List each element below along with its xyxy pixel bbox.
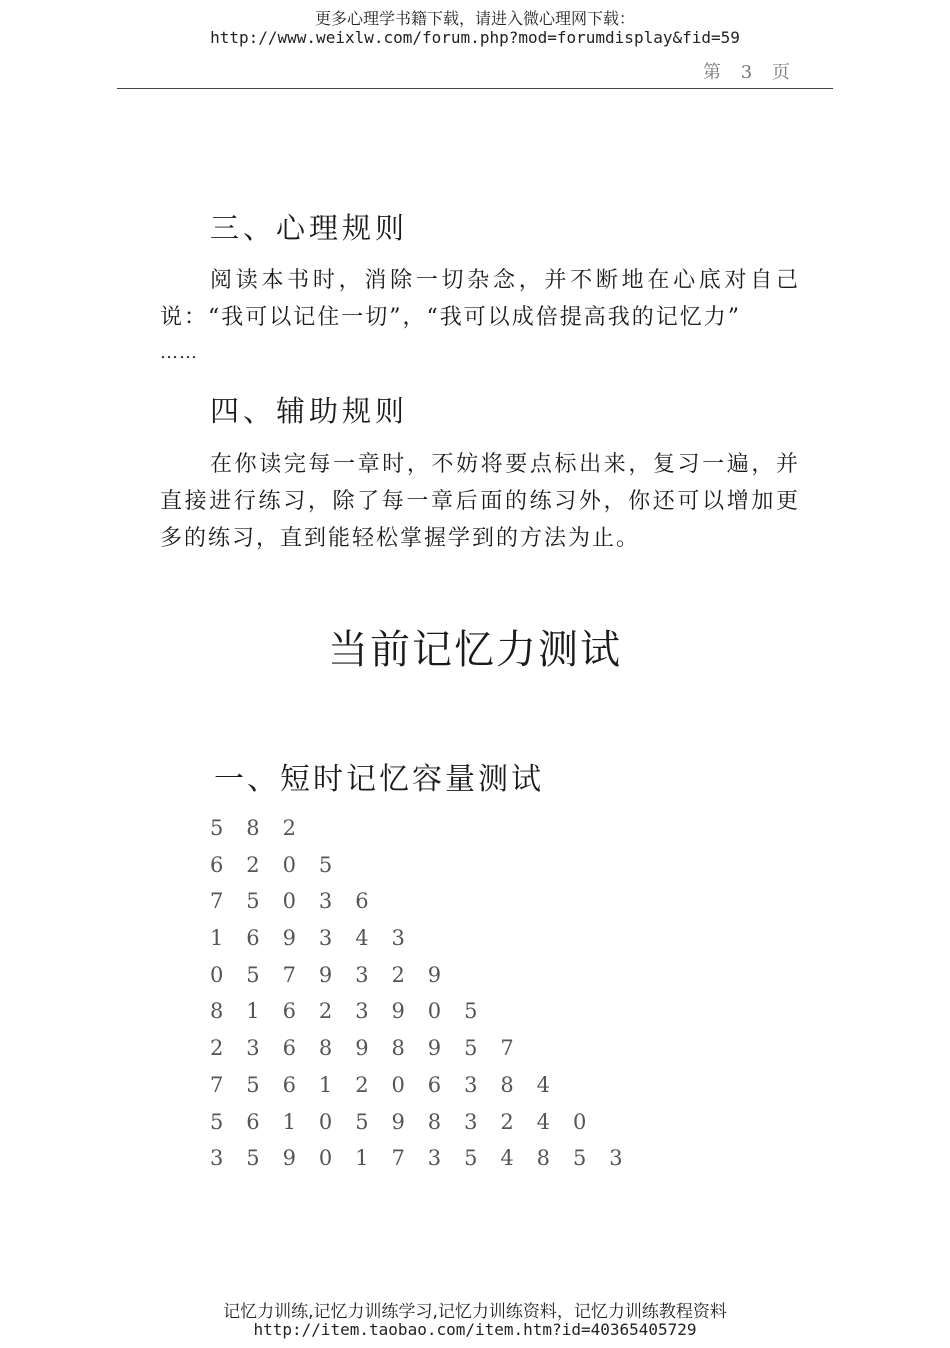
paragraph-psych-rules: 阅读本书时，消除一切杂念，并不断地在心底对自己说：“我可以记住一切”，“我可以成倍提高我的记忆力” xyxy=(160,268,800,330)
digit: 9 xyxy=(282,1146,296,1171)
digit: 0 xyxy=(210,962,224,987)
digit: 3 xyxy=(609,1146,623,1171)
footer-keywords: 记忆力训练,记忆力训练学习,记忆力训练资料，记忆力训练教程资料 xyxy=(223,1302,727,1322)
digit: 5 xyxy=(246,1072,260,1097)
digit: 6 xyxy=(246,1109,260,1134)
digit: 3 xyxy=(355,999,369,1024)
test-subtitle: 一、短时记忆容量测试 xyxy=(214,762,544,797)
digit-row xyxy=(210,1110,646,1147)
digit: 1 xyxy=(318,1072,333,1097)
digit: 3 xyxy=(355,962,369,987)
header-url[interactable]: http://www.weixlw.com/forum.php?mod=forumdisplay&fid=59 xyxy=(210,28,740,47)
digit: 8 xyxy=(427,1109,442,1134)
digit-row xyxy=(210,963,646,1000)
digit: 5 xyxy=(464,999,478,1024)
digit: 0 xyxy=(572,1109,587,1134)
digit: 2 xyxy=(500,1109,514,1134)
digit: 0 xyxy=(282,889,296,914)
digit: 9 xyxy=(427,962,442,987)
digit: 1 xyxy=(355,1146,369,1171)
digit: 7 xyxy=(391,1146,405,1171)
digit: 5 xyxy=(246,889,260,914)
digit: 7 xyxy=(282,962,296,987)
digit-row xyxy=(210,1146,646,1183)
digit: 1 xyxy=(282,1109,296,1134)
digit: 2 xyxy=(318,999,333,1024)
digit: 0 xyxy=(391,1072,405,1097)
digit: 2 xyxy=(246,852,260,877)
digit: 5 xyxy=(355,1109,369,1134)
digit: 2 xyxy=(355,1072,369,1097)
digit: 5 xyxy=(246,1146,260,1171)
digit: 8 xyxy=(500,1072,514,1097)
digit: 8 xyxy=(246,816,260,840)
digit: 9 xyxy=(391,999,405,1024)
digit: 3 xyxy=(210,1146,224,1171)
digit: 0 xyxy=(318,1146,333,1171)
digit-sequences xyxy=(210,816,646,1183)
test-title: 当前记忆力测试 xyxy=(328,627,622,673)
digit: 8 xyxy=(536,1146,551,1171)
digit: 0 xyxy=(318,1109,333,1134)
digit: 3 xyxy=(464,1072,478,1097)
paragraph-aux-rules: 在你读完每一章时，不妨将要点标出来，复习一遍，并直接进行练习，除了每一章后面的练习外，你还可以增加更多的练习，直到能轻松掌握学到的方法为止。 xyxy=(160,452,800,551)
digit: 3 xyxy=(464,1109,478,1134)
header-divider xyxy=(117,88,833,89)
digit: 8 xyxy=(318,1036,333,1061)
digit-row xyxy=(210,1036,646,1073)
digit: 8 xyxy=(210,999,224,1024)
digit-row xyxy=(210,889,646,926)
digit: 9 xyxy=(391,1109,405,1134)
digit: 5 xyxy=(246,962,260,987)
digit: 7 xyxy=(210,1072,224,1097)
digit: 8 xyxy=(391,1036,405,1061)
digit: 1 xyxy=(246,999,260,1024)
digit: 0 xyxy=(427,999,442,1024)
digit: 5 xyxy=(210,816,224,840)
digit: 3 xyxy=(391,926,405,951)
digit: 6 xyxy=(282,1072,296,1097)
footer-url[interactable]: http://item.taobao.com/item.htm?id=40365405729 xyxy=(253,1320,697,1339)
digit: 6 xyxy=(246,926,260,951)
section-heading-psych-rules: 三、心理规则 xyxy=(210,211,409,245)
digit: 4 xyxy=(500,1146,514,1171)
digit: 3 xyxy=(318,889,333,914)
paragraph-ellipsis: …… xyxy=(160,342,198,363)
digit: 7 xyxy=(500,1036,514,1061)
digit: 9 xyxy=(318,962,333,987)
digit: 0 xyxy=(282,852,296,877)
digit: 1 xyxy=(210,926,224,951)
digit: 5 xyxy=(464,1146,478,1171)
digit: 3 xyxy=(427,1146,442,1171)
digit: 6 xyxy=(355,889,369,914)
digit: 4 xyxy=(355,926,369,951)
digit: 5 xyxy=(572,1146,587,1171)
digit: 4 xyxy=(536,1109,551,1134)
digit: 5 xyxy=(318,852,333,877)
digit: 6 xyxy=(282,1036,296,1061)
digit: 6 xyxy=(282,999,296,1024)
digit: 9 xyxy=(427,1036,442,1061)
digit-row xyxy=(210,926,646,963)
section-heading-aux-rules: 四、辅助规则 xyxy=(210,394,409,428)
digit-row xyxy=(210,816,646,853)
digit-row xyxy=(210,1073,646,1110)
digit: 4 xyxy=(536,1072,551,1097)
digit: 2 xyxy=(391,962,405,987)
digit: 6 xyxy=(427,1072,442,1097)
digit: 9 xyxy=(282,926,296,951)
digit: 5 xyxy=(464,1036,478,1061)
digit: 2 xyxy=(282,816,296,840)
digit-row xyxy=(210,853,646,890)
digit: 7 xyxy=(210,889,224,914)
digit: 2 xyxy=(210,1036,224,1061)
page-number: 第 3 页 xyxy=(703,62,790,83)
digit-row xyxy=(210,999,646,1036)
digit: 5 xyxy=(210,1109,224,1134)
digit: 9 xyxy=(355,1036,369,1061)
header-download-note: 更多心理学书籍下载，请进入微心理网下载： xyxy=(314,9,635,28)
digit: 6 xyxy=(210,852,224,877)
digit: 3 xyxy=(318,926,333,951)
digit: 3 xyxy=(246,1036,260,1061)
